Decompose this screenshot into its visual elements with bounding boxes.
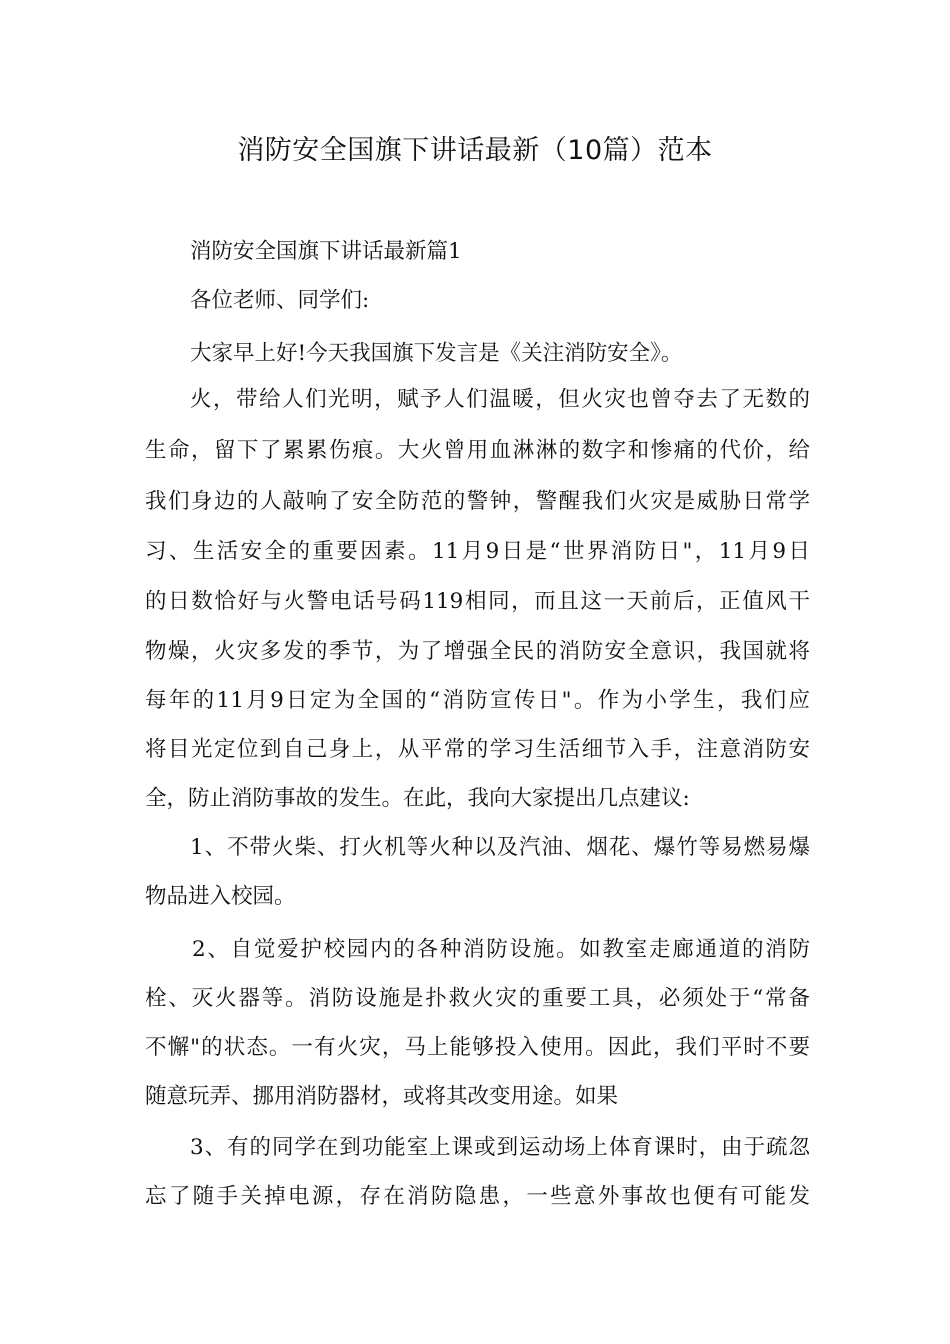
list-item-2-continuation: 随意玩弄、挪用消防器材，或将其改变用途。如果 — [145, 1084, 619, 1109]
greeting-line: 大家早上好!今天我国旗下发言是《关注消防安全》。 — [190, 341, 683, 366]
list-item-2-continuation: 栓、灭火器等。消防设施是扑救火灾的重要工具，必须处于“常备 — [145, 986, 810, 1011]
section-heading: 消防安全国旗下讲话最新篇1 — [190, 239, 462, 264]
paragraph-line: 物燥，火灾多发的季节，为了增强全民的消防安全意识，我国就将 — [145, 639, 810, 664]
list-item-2: 2、自觉爱护校园内的各种消防设施。如教室走廊通道的消防 — [192, 937, 810, 962]
list-item-2-continuation: 不懈"的状态。一有火灾，马上能够投入使用。因此，我们平时不要 — [145, 1035, 810, 1060]
list-item-1-continuation: 物品进入校园。 — [145, 884, 296, 909]
paragraph-line: 将目光定位到自己身上，从平常的学习生活细节入手，注意消防安 — [145, 737, 810, 762]
paragraph-line: 火，带给人们光明，赋予人们温暖，但火灾也曾夺去了无数的 — [190, 387, 810, 412]
document-title: 消防安全国旗下讲话最新（10篇）范本 — [237, 135, 713, 166]
paragraph-line: 生命，留下了累累伤痕。大火曾用血淋淋的数字和惨痛的代价，给 — [145, 438, 810, 463]
paragraph-line: 的日数恰好与火警电话号码119相同，而且这一天前后，正值风干 — [145, 589, 810, 614]
paragraph-line: 全，防止消防事故的发生。在此，我向大家提出几点建议: — [145, 786, 690, 811]
salutation: 各位老师、同学们: — [190, 288, 370, 313]
list-item-3-continuation: 忘了随手关掉电源，存在消防隐患，一些意外事故也便有可能发 — [145, 1184, 810, 1209]
list-item-3: 3、有的同学在到功能室上课或到运动场上体育课时，由于疏忽 — [190, 1135, 810, 1160]
list-item-1: 1、不带火柴、打火机等火种以及汽油、烟花、爆竹等易燃易爆 — [190, 835, 810, 860]
paragraph-line: 习、生活安全的重要因素。11月9日是“世界消防日"，11月9日 — [145, 539, 810, 564]
paragraph-line: 每年的11月9日定为全国的“消防宣传日"。作为小学生，我们应 — [145, 688, 810, 713]
paragraph-line: 我们身边的人敲响了安全防范的警钟，警醒我们火灾是威胁日常学 — [145, 489, 810, 514]
